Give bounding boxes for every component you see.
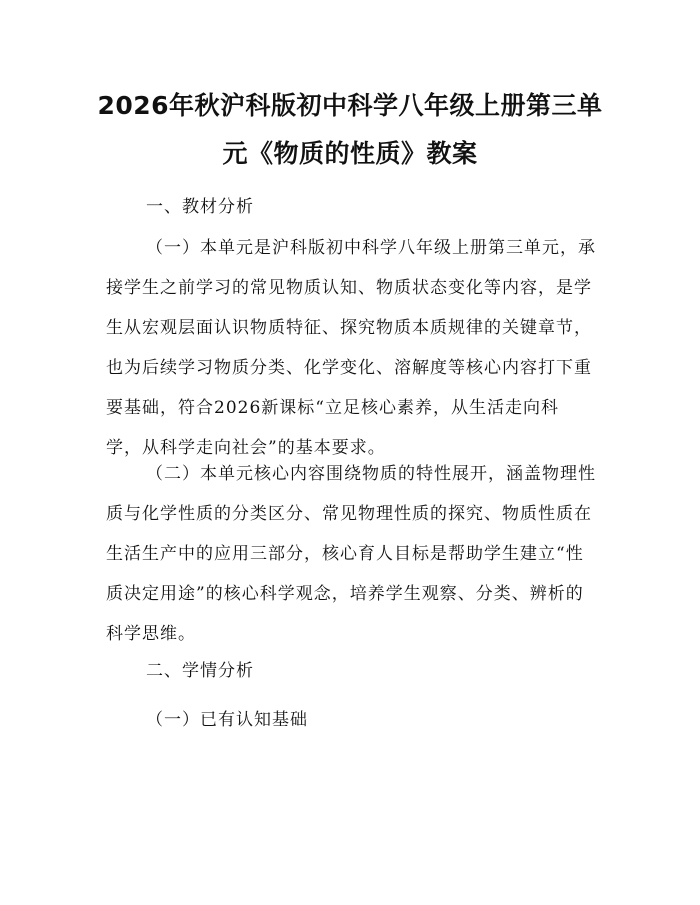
paragraph-textbook-analysis-1 <box>106 228 606 468</box>
subsection-heading-prior-knowledge: （一）已有认知基础 <box>146 710 308 730</box>
paragraph-line: 也为后续学习物质分类、化学变化、溶解度等核心内容打下重 <box>106 358 592 378</box>
document-title-line-2: 元《物质的性质》教案 <box>222 139 478 168</box>
paragraph-line: 科学思维。 <box>106 624 196 644</box>
section-heading-student-analysis: 二、学情分析 <box>146 661 254 681</box>
paragraph-line: 质决定用途”的核心科学观念，培养学生观察、分类、辨析的 <box>106 584 584 604</box>
paragraph-line: 学，从科学走向社会”的基本要求。 <box>106 438 386 458</box>
paragraph-line: （一）本单元是沪科版初中科学八年级上册第三单元，承 <box>146 238 596 258</box>
paragraph-line: 要基础，符合2026新课标“立足核心素养，从生活走向科 <box>106 398 559 418</box>
paragraph-textbook-analysis-2 <box>106 454 606 654</box>
section-heading-textbook-analysis: 一、教材分析 <box>146 197 254 217</box>
paragraph-line: 生活生产中的应用三部分，核心育人目标是帮助学生建立“性 <box>106 544 584 564</box>
paragraph-line: 质与化学性质的分类区分、常见物理性质的探究、物质性质在 <box>106 504 592 524</box>
document-title-line-1: 2026年秋沪科版初中科学八年级上册第三单 <box>97 91 603 120</box>
paragraph-line: （二）本单元核心内容围绕物质的特性展开，涵盖物理性 <box>146 464 596 484</box>
paragraph-line: 接学生之前学习的常见物质认知、物质状态变化等内容，是学 <box>106 278 592 298</box>
paragraph-line: 生从宏观层面认识物质特征、探究物质本质规律的关键章节， <box>106 318 592 338</box>
